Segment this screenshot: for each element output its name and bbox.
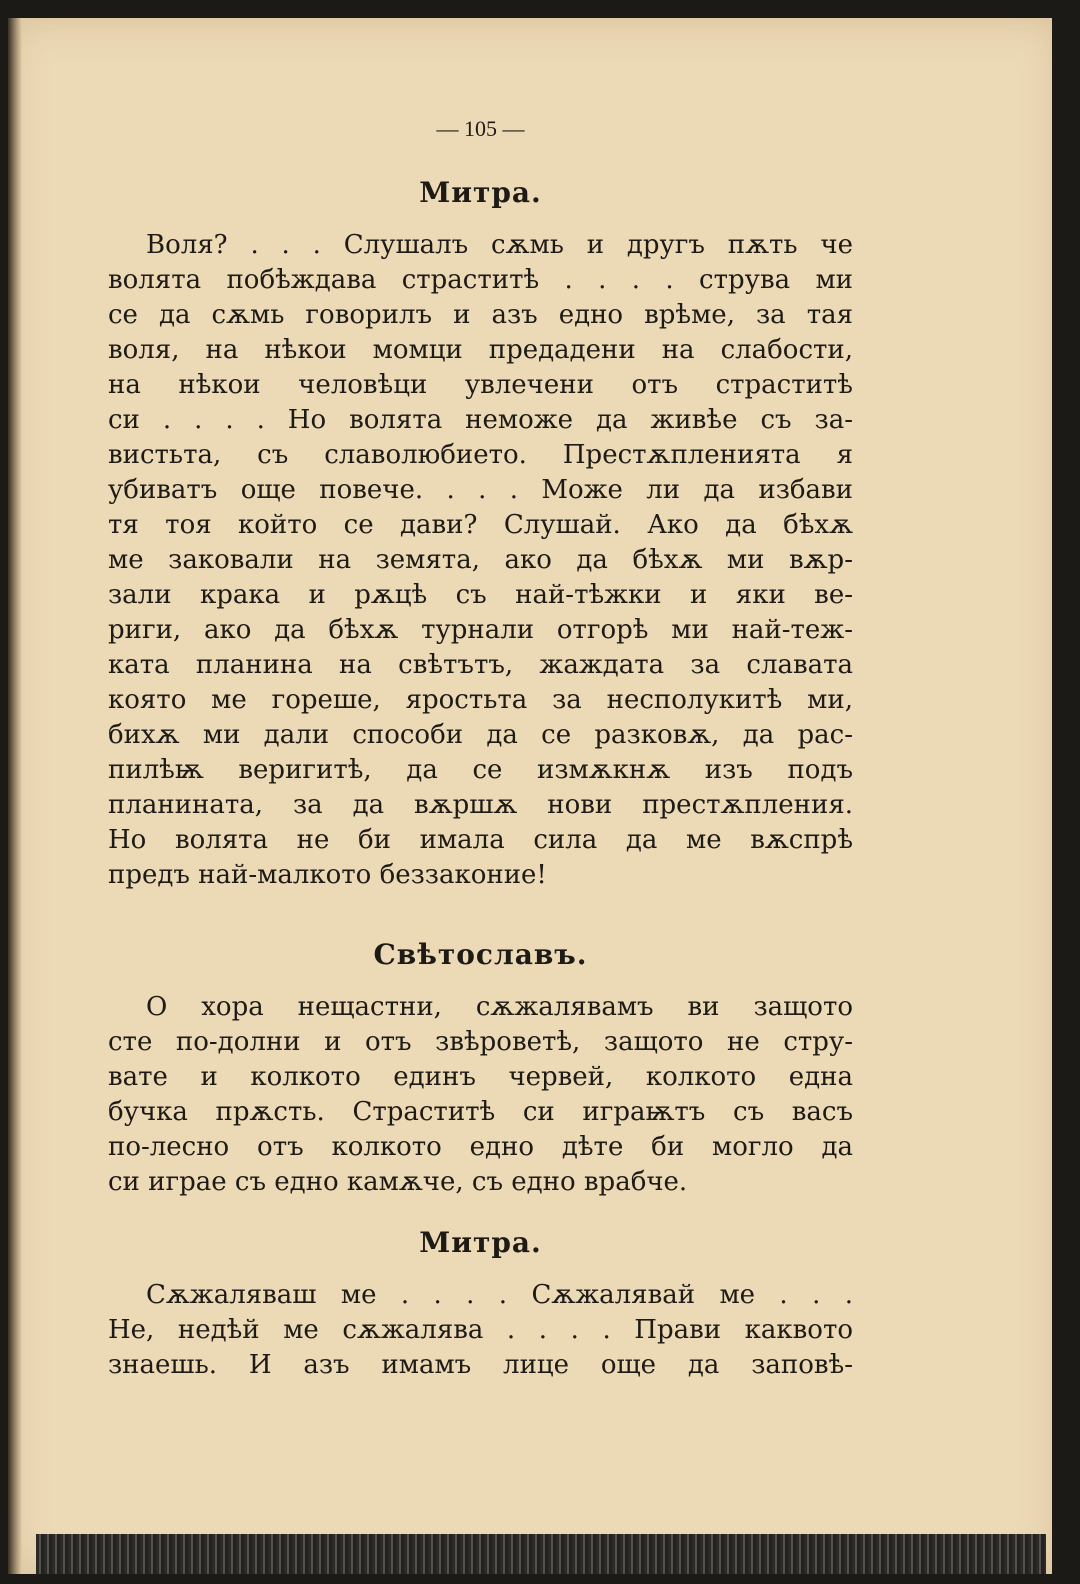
text-line: си играе съ едно камѫче, съ едно врабче.: [108, 1167, 688, 1197]
speaker-name: Свѣтославъ.: [373, 938, 588, 971]
speaker-name: Митра.: [419, 1226, 542, 1259]
text-line: сте по-долни и отъ звѣроветѣ, защото не стру-: [108, 1027, 853, 1057]
text-line: убиватъ още повече. . . . Може ли да избави: [108, 475, 853, 505]
text-line: бихѫ ми дали способи да се разковѫ, да рас-: [108, 720, 853, 750]
scan-border: [1052, 18, 1060, 1574]
text-line: тя тоя който се дави? Слушай. Ако да бѣхѫ: [108, 510, 853, 540]
book-page: [8, 18, 1060, 1574]
text-line: воля, на нѣкои момци предадени на слабости,: [108, 335, 853, 365]
text-line: знаешь. И азъ имамъ лице още да заповѣ-: [108, 1350, 853, 1380]
text-line: волята побѣждава страститѣ . . . . струва ми: [108, 265, 853, 295]
text-line: която ме гореше, яростьта за несполукитѣ ми,: [108, 685, 853, 715]
page-binding-edge: [8, 18, 22, 1574]
scan-bottom-band: [36, 1534, 1046, 1574]
text-line: риги, ако да бѣхѫ турнали отгорѣ ми най-теж-: [108, 615, 853, 645]
speaker-name: Митра.: [419, 176, 542, 209]
text-line: О хора нещастни, сѫжалявамъ ви защото: [146, 992, 853, 1022]
text-line: вистьта, съ славолюбието. Престѫпленията я: [108, 440, 853, 470]
text-line: на нѣкои человѣци увлечени отъ страститѣ: [108, 370, 853, 400]
text-line: планината, за да вѫршѫ нови престѫпления.: [108, 790, 853, 820]
text-line: Воля? . . . Слушалъ сѫмь и другъ пѫть че: [146, 230, 853, 260]
text-line: Сѫжаляваш ме . . . . Сѫжалявай ме . . .: [146, 1280, 853, 1310]
text-line: Не, недѣй ме сѫжалява . . . . Прави каквото: [108, 1315, 853, 1345]
dialogue-paragraph: [108, 1278, 853, 1383]
text-line: предъ най-малкото беззаконие!: [108, 860, 547, 890]
text-line: се да сѫмь говорилъ и азъ едно врѣме, за тая: [108, 300, 853, 330]
text-line: ката планина на свѣтътъ, жаждата за славата: [108, 650, 853, 680]
dialogue-paragraph: [108, 228, 853, 893]
text-line: бучка прѫсть. Страститѣ си играѭтъ съ васъ: [108, 1097, 853, 1127]
page-number: — 105 —: [436, 116, 525, 141]
text-line: пилѣѭ веригитѣ, да се измѫкнѫ изъ подъ: [108, 755, 853, 785]
text-line: по-лесно отъ колкото едно дѣте би могло да: [108, 1132, 853, 1162]
text-line: вате и колкото единъ червей, колкото една: [108, 1062, 853, 1092]
text-line: Но волята не би имала сила да ме вѫспрѣ: [108, 825, 853, 855]
text-line: ме заковали на земята, ако да бѣхѫ ми вѫр-: [108, 545, 853, 575]
text-line: си . . . . Но волята неможе да живѣе съ за-: [108, 405, 853, 435]
text-line: зали крака и рѫцѣ съ най-тѣжки и яки ве-: [108, 580, 853, 610]
dialogue-paragraph: [108, 990, 853, 1200]
